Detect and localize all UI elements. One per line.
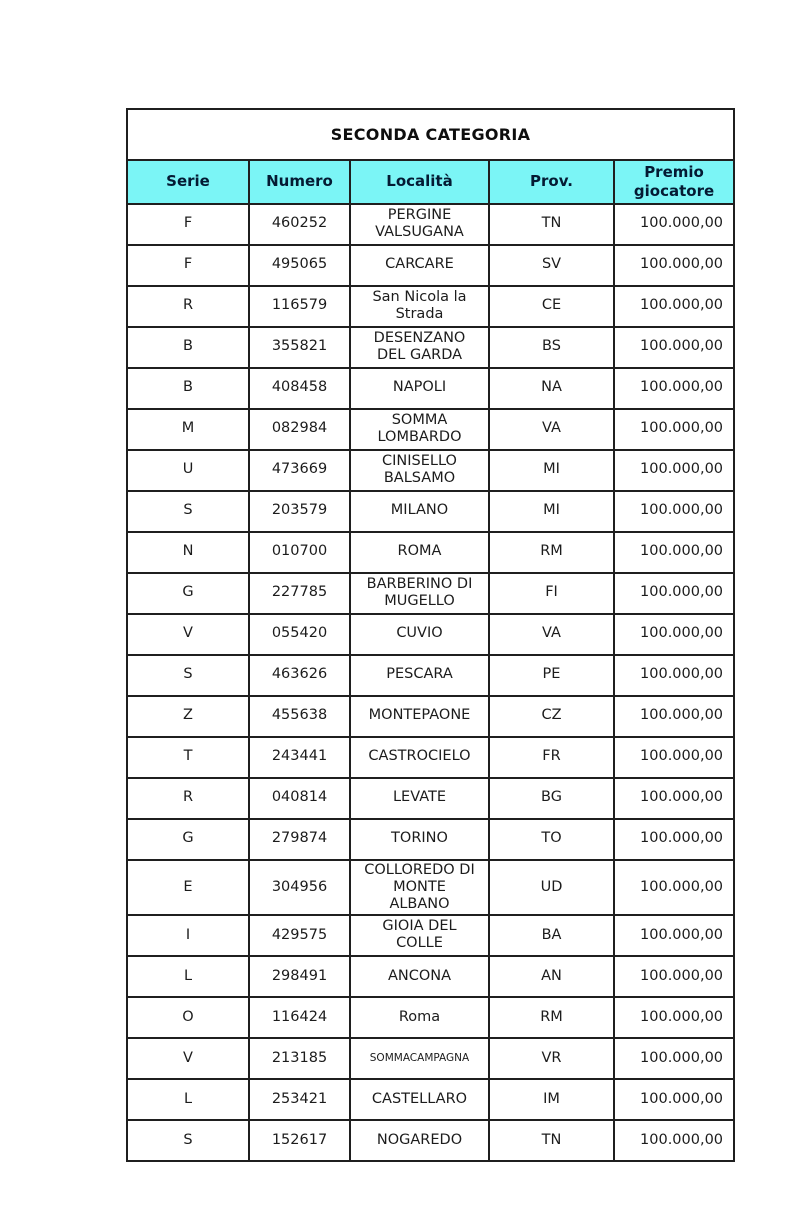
prize-table: [126, 108, 735, 1162]
serie-cell: S: [127, 655, 249, 696]
table-row: [127, 860, 734, 915]
table-row: [127, 655, 734, 696]
prov-cell: VR: [489, 1038, 614, 1079]
table-row: [127, 778, 734, 819]
localita-cell: SOMMACAMPAGNA: [350, 1038, 489, 1079]
serie-cell: S: [127, 1120, 249, 1161]
premio-cell: 100.000,00: [614, 532, 734, 573]
localita-cell: SOMMA LOMBARDO: [350, 409, 489, 450]
prov-cell: BA: [489, 915, 614, 956]
premio-cell: 100.000,00: [614, 1120, 734, 1161]
serie-cell: B: [127, 327, 249, 368]
premio-cell: 100.000,00: [614, 491, 734, 532]
numero-cell: 203579: [249, 491, 350, 532]
localita-cell: CUVIO: [350, 614, 489, 655]
prov-cell: TN: [489, 204, 614, 245]
localita-cell: MILANO: [350, 491, 489, 532]
prov-cell: TO: [489, 819, 614, 860]
table-row: [127, 327, 734, 368]
premio-cell: 100.000,00: [614, 368, 734, 409]
premio-cell: 100.000,00: [614, 737, 734, 778]
prov-cell: RM: [489, 532, 614, 573]
premio-cell: 100.000,00: [614, 614, 734, 655]
prov-cell: CZ: [489, 696, 614, 737]
table-row: [127, 491, 734, 532]
prov-cell: BG: [489, 778, 614, 819]
premio-cell: 100.000,00: [614, 1038, 734, 1079]
serie-cell: Z: [127, 696, 249, 737]
numero-cell: 355821: [249, 327, 350, 368]
numero-cell: 055420: [249, 614, 350, 655]
localita-cell: ANCONA: [350, 956, 489, 997]
localita-cell: CINISELLO BALSAMO: [350, 450, 489, 491]
column-header-4: Premio giocatore: [614, 160, 734, 204]
localita-cell: NAPOLI: [350, 368, 489, 409]
numero-cell: 082984: [249, 409, 350, 450]
prov-cell: FI: [489, 573, 614, 614]
prize-table-container: [126, 108, 735, 1162]
column-header-3: Prov.: [489, 160, 614, 204]
serie-cell: V: [127, 614, 249, 655]
localita-cell: TORINO: [350, 819, 489, 860]
serie-cell: U: [127, 450, 249, 491]
premio-cell: 100.000,00: [614, 1079, 734, 1120]
localita-cell: San Nicola la Strada: [350, 286, 489, 327]
numero-cell: 460252: [249, 204, 350, 245]
prov-cell: NA: [489, 368, 614, 409]
numero-cell: 253421: [249, 1079, 350, 1120]
localita-cell: MONTEPAONE: [350, 696, 489, 737]
table-row: [127, 614, 734, 655]
table-row: [127, 204, 734, 245]
numero-cell: 463626: [249, 655, 350, 696]
numero-cell: 473669: [249, 450, 350, 491]
numero-cell: 116579: [249, 286, 350, 327]
premio-cell: 100.000,00: [614, 245, 734, 286]
premio-cell: 100.000,00: [614, 204, 734, 245]
localita-cell: NOGAREDO: [350, 1120, 489, 1161]
prov-cell: TN: [489, 1120, 614, 1161]
localita-cell: DESENZANO DEL GARDA: [350, 327, 489, 368]
prov-cell: IM: [489, 1079, 614, 1120]
serie-cell: N: [127, 532, 249, 573]
serie-cell: R: [127, 286, 249, 327]
localita-cell: CASTROCIELO: [350, 737, 489, 778]
numero-cell: 010700: [249, 532, 350, 573]
prov-cell: FR: [489, 737, 614, 778]
table-row: [127, 819, 734, 860]
premio-cell: 100.000,00: [614, 409, 734, 450]
numero-cell: 213185: [249, 1038, 350, 1079]
localita-cell: ROMA: [350, 532, 489, 573]
prov-cell: MI: [489, 491, 614, 532]
prov-cell: AN: [489, 956, 614, 997]
serie-cell: T: [127, 737, 249, 778]
table-row: [127, 1079, 734, 1120]
premio-cell: 100.000,00: [614, 915, 734, 956]
prov-cell: VA: [489, 409, 614, 450]
premio-cell: 100.000,00: [614, 450, 734, 491]
numero-cell: 408458: [249, 368, 350, 409]
numero-cell: 455638: [249, 696, 350, 737]
serie-cell: L: [127, 956, 249, 997]
premio-cell: 100.000,00: [614, 327, 734, 368]
numero-cell: 152617: [249, 1120, 350, 1161]
serie-cell: R: [127, 778, 249, 819]
table-row: [127, 696, 734, 737]
title-row: [127, 109, 734, 160]
numero-cell: 116424: [249, 997, 350, 1038]
localita-cell: GIOIA DEL COLLE: [350, 915, 489, 956]
serie-cell: V: [127, 1038, 249, 1079]
table-row: [127, 532, 734, 573]
premio-cell: 100.000,00: [614, 860, 734, 915]
numero-cell: 279874: [249, 819, 350, 860]
localita-cell: COLLOREDO DI MONTE ALBANO: [350, 860, 489, 915]
numero-cell: 227785: [249, 573, 350, 614]
prov-cell: SV: [489, 245, 614, 286]
prov-cell: CE: [489, 286, 614, 327]
localita-cell: PERGINE VALSUGANA: [350, 204, 489, 245]
table-row: [127, 737, 734, 778]
table-row: [127, 450, 734, 491]
premio-cell: 100.000,00: [614, 819, 734, 860]
numero-cell: 298491: [249, 956, 350, 997]
premio-cell: 100.000,00: [614, 286, 734, 327]
table-row: [127, 1120, 734, 1161]
prov-cell: VA: [489, 614, 614, 655]
table-row: [127, 915, 734, 956]
serie-cell: L: [127, 1079, 249, 1120]
table-row: [127, 573, 734, 614]
serie-cell: F: [127, 245, 249, 286]
table-row: [127, 956, 734, 997]
table-row: [127, 245, 734, 286]
column-header-2: Località: [350, 160, 489, 204]
serie-cell: M: [127, 409, 249, 450]
localita-cell: CARCARE: [350, 245, 489, 286]
serie-cell: G: [127, 573, 249, 614]
numero-cell: 304956: [249, 860, 350, 915]
serie-cell: E: [127, 860, 249, 915]
numero-cell: 495065: [249, 245, 350, 286]
table-row: [127, 409, 734, 450]
prov-cell: BS: [489, 327, 614, 368]
serie-cell: O: [127, 997, 249, 1038]
serie-cell: I: [127, 915, 249, 956]
premio-cell: 100.000,00: [614, 778, 734, 819]
prov-cell: RM: [489, 997, 614, 1038]
column-header-0: Serie: [127, 160, 249, 204]
serie-cell: F: [127, 204, 249, 245]
table-header-row: [127, 160, 734, 204]
serie-cell: G: [127, 819, 249, 860]
serie-cell: S: [127, 491, 249, 532]
numero-cell: 243441: [249, 737, 350, 778]
prov-cell: MI: [489, 450, 614, 491]
premio-cell: 100.000,00: [614, 655, 734, 696]
localita-cell: CASTELLARO: [350, 1079, 489, 1120]
table-body: [127, 204, 734, 1161]
serie-cell: B: [127, 368, 249, 409]
premio-cell: 100.000,00: [614, 696, 734, 737]
premio-cell: 100.000,00: [614, 997, 734, 1038]
localita-cell: Roma: [350, 997, 489, 1038]
numero-cell: 429575: [249, 915, 350, 956]
localita-cell: PESCARA: [350, 655, 489, 696]
premio-cell: 100.000,00: [614, 573, 734, 614]
numero-cell: 040814: [249, 778, 350, 819]
table-row: [127, 1038, 734, 1079]
column-header-1: Numero: [249, 160, 350, 204]
table-row: [127, 286, 734, 327]
localita-cell: LEVATE: [350, 778, 489, 819]
table-row: [127, 997, 734, 1038]
table-title: SECONDA CATEGORIA: [127, 109, 734, 160]
table-row: [127, 368, 734, 409]
localita-cell: BARBERINO DI MUGELLO: [350, 573, 489, 614]
prov-cell: UD: [489, 860, 614, 915]
prov-cell: PE: [489, 655, 614, 696]
premio-cell: 100.000,00: [614, 956, 734, 997]
